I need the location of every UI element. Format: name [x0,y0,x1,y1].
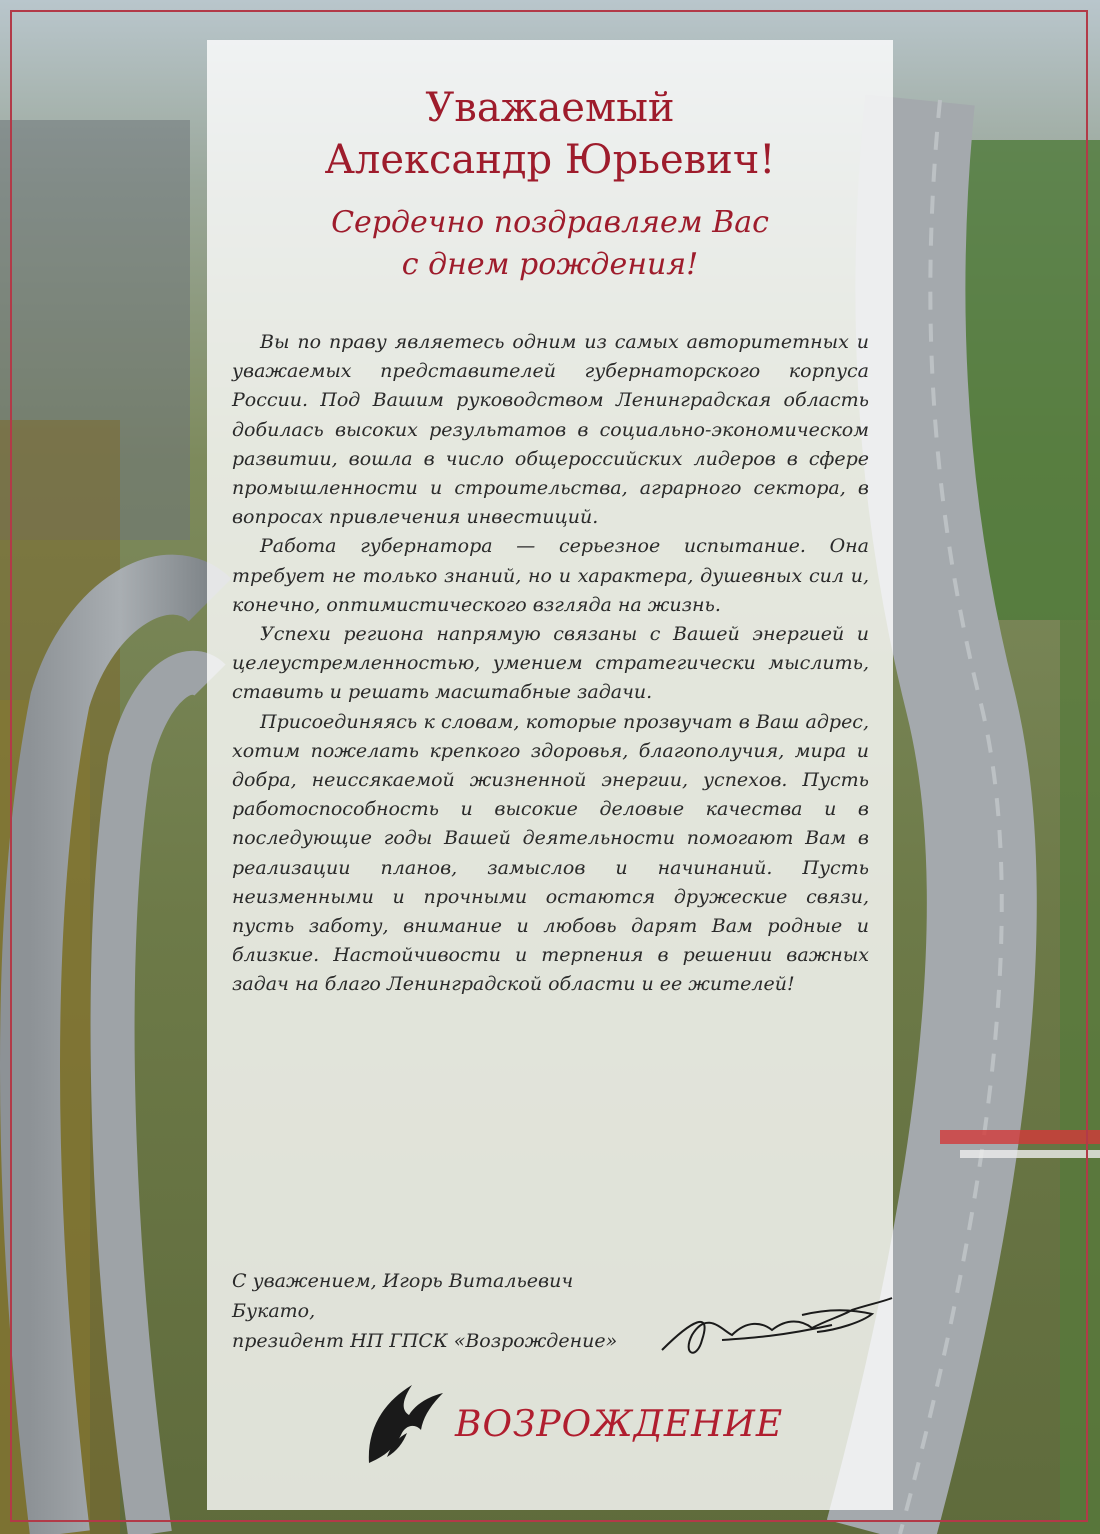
greeting-line: Уважаемый [425,85,675,131]
letter-panel [207,40,893,1510]
logo-bird-icon [357,1375,447,1465]
subtitle-line: с днем рождения! [401,247,699,282]
closing-line: президент НП ГПСК «Возрождение» [232,1330,618,1352]
letter-body [232,328,869,1000]
greeting-line: Александр Юрьевич! [324,137,776,183]
body-paragraph: Работа губернатора — серьезное испытание. Она требует не только знаний, но и характера, душевных сил и, конечно, оптимистического взгляда на жизнь. [232,535,869,616]
subtitle-line: Сердечно поздравляем Вас [331,205,769,240]
closing-line: С уважением, Игорь Витальевич Букато, [232,1270,574,1322]
closing-block [232,1266,652,1356]
logo-wordmark: ВОЗРОЖДЕНИЕ [455,1404,784,1445]
greeting-heading [207,82,893,186]
congratulation-heading [207,202,893,286]
body-paragraph: Успехи региона напрямую связаны с Вашей энергией и целеустремленностью, умением стратегически мыслить, ставить и решать масштабные задачи. [232,623,869,704]
handwritten-signature [652,1280,902,1370]
body-paragraph: Вы по праву являетесь одним из самых авторитетных и уважаемых представителей губернаторского корпуса России. Под Вашим руководством Ленинградская область добилась высоких результатов в социально-экономическом развитии, вошла в число общероссийских лидеров в сфере промышленности и строительства, аграрного сектора, в вопросах привлечения инвестиций. [232,331,869,529]
body-paragraph: Присоединяясь к словам, которые прозвучат в Ваш адрес, хотим пожелать крепкого здоровья, благополучия, мира и добра, неиссякаемой жизненной энергии, успехов. Пусть работоспособность и высокие деловые качества и в последующие годы Вашей деятельности помогают Вам в реализации планов, замыслов и начинаний. Пусть неизменными и прочными остаются дружеские связи, пусть заботу, внимание и любовь дарят Вам родные и близкие. Настойчивости и терпения в решении важных задач на благо Ленинградской области и ее жителей! [232,710,869,996]
